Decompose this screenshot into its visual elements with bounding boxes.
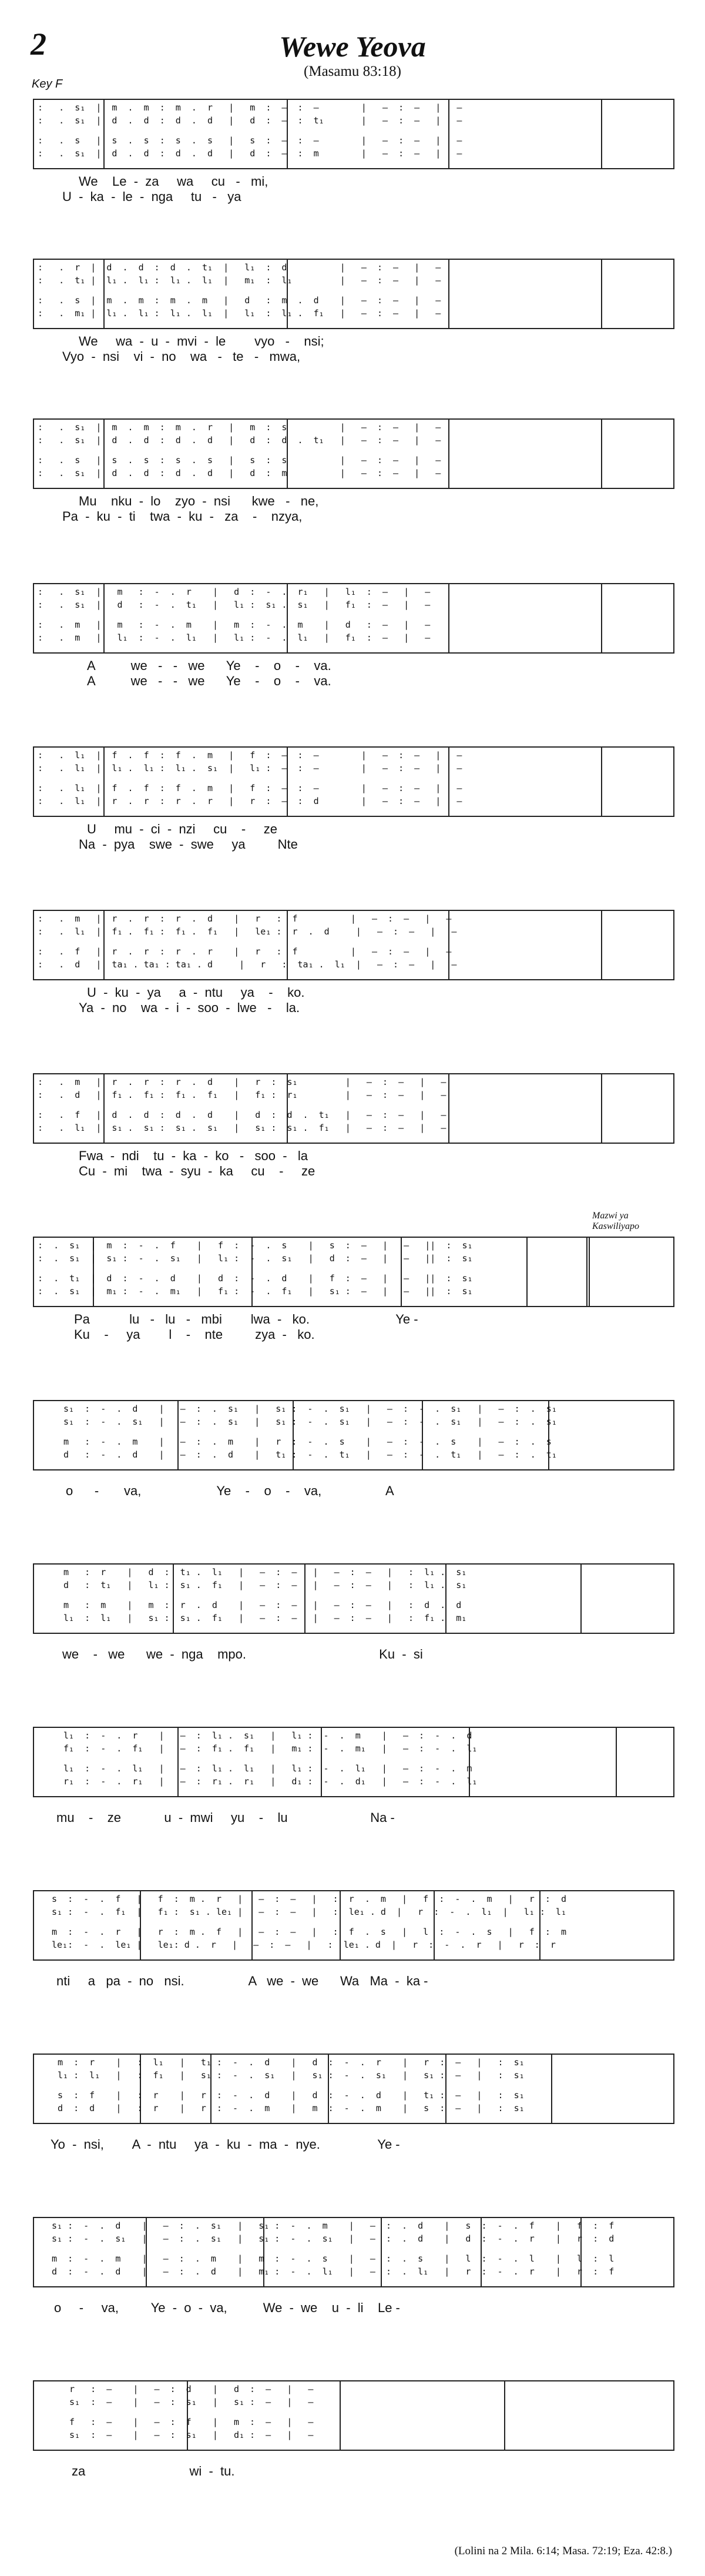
part-bass: d : - . d | — : . d | t₁ : - . t₁ | — : - . t₁ | — : . t₁ [63, 1449, 557, 1460]
staff-box [33, 1400, 674, 1470]
lyric-line: U mu - ci - nzi cu - ze [87, 822, 277, 836]
part-alto: : . s₁ | d : - . t₁ | l₁ : s₁ . s₁ | f₁ : — | — [38, 599, 431, 610]
part-tenor: l₁ : - . l₁ | — : l₁ . l₁ | l₁ : - . l₁ | — : - . m [63, 1763, 472, 1774]
part-alto: s₁ : — | — : s₁ | s₁ : — | — [69, 2397, 314, 2407]
part-bass: : . s₁ | m₁ : - . m₁ | f₁ : - . f₁ | s₁ : — | — || : s₁ [38, 1286, 473, 1297]
part-soprano: : . s₁ | m : - . f | f : - . s | s : — | — || : s₁ [38, 1240, 473, 1251]
part-soprano: : . l₁ | f . f : f . m | f : — : — | — : — | — [38, 750, 462, 761]
hymn-title: Wewe Yeova [279, 30, 426, 63]
staff-box [33, 259, 674, 329]
part-alto: : . t₁ | l₁ . l₁ : l₁ . l₁ | m₁ : l₁ | — : — | — [38, 275, 441, 286]
part-bass: d : d | : r | r : - . m | m : - . m | s : — | : s₁ [58, 2103, 525, 2113]
part-tenor: f : — | — : f | m : — | — [69, 2417, 314, 2427]
part-alto: s₁ : - . s₁ | — : . s₁ | s₁ : - . s₁ | — : - . s₁ | — : . s₁ [63, 1416, 557, 1427]
staff-box [33, 418, 674, 489]
part-soprano: m : r | : l₁ | t₁ : - . d | d : - . r | r : — | : s₁ [58, 2057, 525, 2068]
part-tenor: : . l₁ | f . f : f . m | f : — : — | — : — | — [38, 783, 462, 793]
lyric-line: za wi - tu. [72, 2464, 235, 2478]
lyric-line: Ya - no wa - i - soo - lwe - la. [79, 1000, 300, 1015]
music-system-2 [33, 259, 673, 364]
lyric-line: we - we we - nga mpo. Ku - si [62, 1647, 423, 1661]
part-soprano: : . s₁ | m . m : m . r | m : s | — : — | — [38, 422, 441, 433]
staff-box [33, 2054, 674, 2124]
chorus-marker: Mazwi ya Kaswiliyapo [592, 1211, 640, 1231]
part-soprano: l₁ : - . r | — : l₁ . s₁ | l₁ : - . m | — : - . d [63, 1730, 472, 1741]
lyric-line: Pa lu - lu - mbi lwa - ko. Ye - [74, 1312, 418, 1326]
lyric-line: We wa - u - mvi - le vyo - nsi; [79, 334, 324, 349]
staff-box [33, 2380, 674, 2451]
part-bass: s₁ : — | — : s₁ | d₁ : — | — [69, 2430, 314, 2440]
lyric-line: U - ka - le - nga tu - ya [62, 189, 241, 204]
part-tenor: m : - . r | r : m . f | — : — | : f . s | l : - . s | f : m [52, 1927, 566, 1937]
lyric-line: Fwa - ndi tu - ka - ko - soo - la [79, 1148, 308, 1163]
part-soprano: m : r | d : t₁ . l₁ | — : — | — : — | : l₁ . s₁ [63, 1567, 467, 1577]
part-bass: : . d | ta₁ . ta₁ : ta₁ . d | r : ta₁ . l₁ | — : — | — [38, 959, 457, 970]
part-tenor: m : - . m | — : . m | m : - . s | — : . s | l : - . l | l : l [52, 2253, 615, 2264]
part-bass: l₁ : l₁ | s₁ : s₁ . f₁ | — : — | — : — | : f₁ . m₁ [63, 1613, 467, 1623]
music-system-12 [33, 1890, 673, 1996]
music-system-10 [33, 1563, 673, 1669]
part-bass: : . l₁ | s₁ . s₁ : s₁ . s₁ | s₁ : s₁ . f₁ | — : — | — [38, 1123, 446, 1133]
part-tenor: : . f | r . r : r . r | r : f | — : — | — [38, 946, 452, 957]
part-soprano: : . m | r . r : r . d | r : f | — : — | — [38, 913, 452, 924]
music-system-7 [33, 1073, 673, 1179]
lyric-line: o - va, Ye - o - va, A [66, 1483, 394, 1498]
lyric-line: o - va, Ye - o - va, We - we u - li Le - [54, 2300, 400, 2315]
part-soprano: : . r | d . d : d . t₁ | l₁ : d | — : — | — [38, 262, 441, 273]
music-system-4 [33, 583, 673, 689]
part-bass: : . s₁ | d . d : d . d | d : — : m | — : — | — [38, 148, 462, 159]
music-system-11 [33, 1727, 673, 1833]
key-signature: Key F [32, 78, 63, 91]
part-soprano: s₁ : - . d | — : . s₁ | s₁ : - . s₁ | — : - . s₁ | — : . s₁ [63, 1403, 557, 1414]
scripture-references: (Lolini na 2 Mila. 6:14; Masa. 72:19; Eza. 42:8.) [454, 2545, 672, 2557]
part-alto: : . s₁ | d . d : d . d | d : d . t₁ | — : — | — [38, 435, 441, 445]
music-system-13 [33, 2054, 673, 2159]
music-system-3 [33, 418, 673, 524]
part-alto: : . s₁ | d . d : d . d | d : — : t₁ | — : — | — [38, 115, 462, 126]
part-alto: f₁ : - . f₁ | — : f₁ . f₁ | m₁ : - . m₁ | — : - . l₁ [63, 1743, 478, 1754]
part-bass: d : - . d | — : . d | m₁ : - . l₁ | — : . l₁ | r : - . r | r : f [52, 2266, 615, 2277]
lyric-line: mu - ze u - mwi yu - lu Na - [56, 1810, 395, 1825]
part-soprano: : . m | r . r : r . d | r : s₁ | — : — | — [38, 1077, 446, 1087]
staff-box [33, 1727, 674, 1797]
lyric-line: Yo - nsi, A - ntu ya - ku - ma - nye. Ye - [51, 2137, 400, 2152]
part-alto: : . s₁ | s₁ : - . s₁ | l₁ : - . s₁ | d : — | — || : s₁ [38, 1253, 473, 1264]
part-bass: : . l₁ | r . r : r . r | r : — : d | — : — | — [38, 796, 462, 806]
music-system-1 [33, 99, 673, 205]
music-system-5 [33, 746, 673, 852]
part-bass: le₁: - . le₁ | le₁: d . r | — : — | : le₁ . d | r : - . r | r : r [52, 1939, 556, 1950]
part-tenor: : . s | s . s : s . s | s : — : — | — : — | — [38, 135, 462, 146]
part-alto: : . d | f₁ . f₁ : f₁ . f₁ | f₁ : r₁ | — : — | — [38, 1090, 446, 1100]
lyric-line: Na - pya swe - swe ya Nte [79, 837, 298, 852]
staff-box [33, 746, 674, 817]
staff-box [33, 1237, 674, 1307]
part-tenor: : . m | m : - . m | m : - . m | d : — | — [38, 619, 431, 630]
staff-box [33, 910, 674, 980]
part-alto: s₁ : - . f₁ | f₁ : s₁ . le₁ | — : — | : le₁ . d | r : - . l₁ | l₁ : l₁ [52, 1907, 566, 1917]
lyric-line: Cu - mi twa - syu - ka cu - ze [79, 1164, 315, 1178]
part-alto: s₁ : - . s₁ | — : . s₁ | s₁ : - . s₁ | — : . d | d : - . r | r : d [52, 2233, 615, 2244]
lyric-line: A we - - we Ye - o - va. [87, 658, 331, 673]
part-alto: l₁ : l₁ | : f₁ | s₁ : - . s₁ | s₁ : - . s₁ | s₁ : — | : s₁ [58, 2070, 525, 2081]
music-system-6 [33, 910, 673, 1016]
part-tenor: : . f | d . d : d . d | d : d . t₁ | — : — | — [38, 1110, 446, 1120]
lyric-line: A we - - we Ye - o - va. [87, 674, 331, 688]
part-tenor: s : f | : r | r : - . d | d : - . d | t₁ : — | : s₁ [58, 2090, 525, 2101]
part-soprano: : . s₁ | m : - . r | d : - . r₁ | l₁ : — | — [38, 587, 431, 597]
lyric-line: nti a pa - no nsi. A we - we Wa Ma - ka - [56, 1974, 428, 1988]
staff-box [33, 99, 674, 169]
music-system-8 [33, 1237, 673, 1342]
music-system-14 [33, 2217, 673, 2323]
part-soprano: r : — | — : d | d : — | — [69, 2384, 314, 2394]
lyric-line: We Le - za wa cu - mi, [79, 174, 268, 189]
part-bass: : . m | l₁ : - . l₁ | l₁ : - . l₁ | f₁ : — | — [38, 632, 431, 643]
staff-box [33, 1563, 674, 1634]
page-number: 2 [31, 26, 46, 62]
lyric-line: Vyo - nsi vi - no wa - te - mwa, [62, 349, 301, 364]
staff-box [33, 583, 674, 654]
lyric-line: Pa - ku - ti twa - ku - za - nzya, [62, 509, 303, 524]
part-alto: : . l₁ | f₁ . f₁ : f₁ . f₁ | le₁ : r . d | — : — | — [38, 926, 457, 937]
part-soprano: : . s₁ | m . m : m . r | m : — : — | — : — | — [38, 102, 462, 113]
part-soprano: s₁ : - . d | — : . s₁ | s₁ : - . m | — : . d | s : - . f | f : f [52, 2220, 615, 2231]
part-tenor: m : m | m : r . d | — : — | — : — | : d . d [63, 1600, 462, 1610]
part-bass: r₁ : - . r₁ | — : r₁ . r₁ | d₁ : - . d₁ | — : - . l₁ [63, 1776, 478, 1787]
music-system-9 [33, 1400, 673, 1506]
staff-box [33, 1073, 674, 1144]
hymn-subtitle: (Masamu 83:18) [304, 63, 401, 79]
part-alto: : . l₁ | l₁ . l₁ : l₁ . s₁ | l₁ : — : — | — : — | — [38, 763, 462, 773]
part-tenor: : . t₁ | d : - . d | d : - . d | f : — | — || : s₁ [38, 1273, 473, 1284]
part-soprano: s : - . f | f : m . r | — : — | : r . m | f : - . m | r : d [52, 1894, 566, 1904]
part-tenor: : . s | m . m : m . m | d : m . d | — : — | — [38, 295, 441, 306]
lyric-line: Ku - ya l - nte zya - ko. [74, 1327, 315, 1342]
part-tenor: : . s | s . s : s . s | s : s | — : — | — [38, 455, 441, 465]
part-alto: d : t₁ | l₁ : s₁ . f₁ | — : — | — : — | : l₁ . s₁ [63, 1580, 467, 1590]
staff-box [33, 1890, 674, 1961]
part-tenor: m : - . m | — : . m | r : - . s | — : - . s | — : . s [63, 1436, 552, 1447]
part-bass: : . s₁ | d . d : d . d | d : m | — : — | — [38, 468, 441, 478]
lyric-line: Mu nku - lo zyo - nsi kwe - ne, [79, 494, 319, 508]
music-system-15 [33, 2380, 673, 2486]
lyric-line: U - ku - ya a - ntu ya - ko. [87, 985, 305, 1000]
part-bass: : . m₁ | l₁ . l₁ : l₁ . l₁ | l₁ : l₁ . f₁ | — : — | — [38, 308, 441, 319]
staff-box [33, 2217, 674, 2287]
